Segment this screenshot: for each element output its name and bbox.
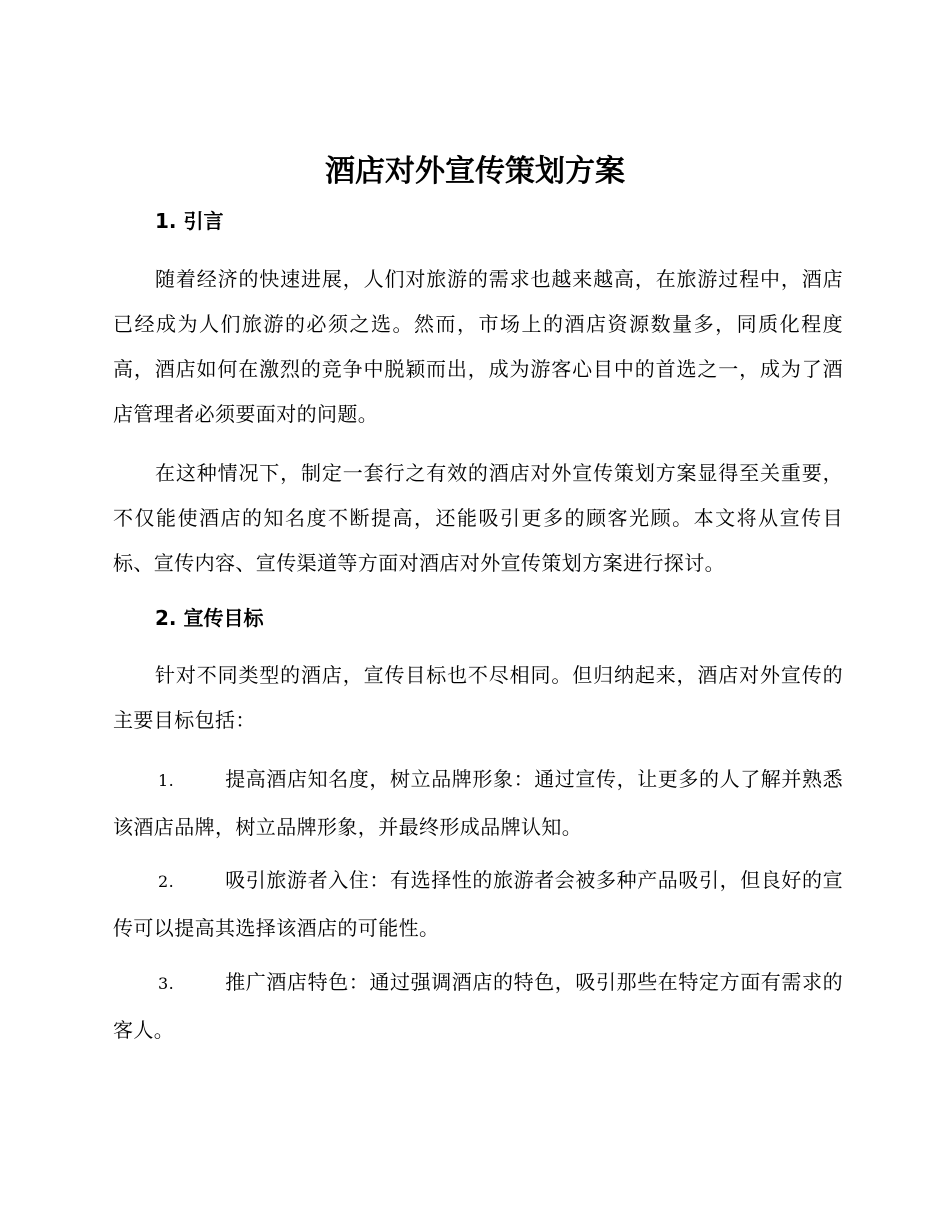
section-heading-goals: 2. 宣传目标 xyxy=(155,606,264,630)
list-item xyxy=(113,756,843,850)
paragraph: 随着经济的快速进展，人们对旅游的需求也越来越高，在旅游过程中，酒店已经成为人们旅游的必须之选。然而，市场上的酒店资源数量多，同质化程度高，酒店如何在激烈的竞争中脱颖而出，成为游客心目中的首选之一，成为了酒店管理者必须要面对的问题。 xyxy=(113,267,843,426)
list-item-text: 推广酒店特色：通过强调酒店的特色，吸引那些在特定方面有需求的客人。 xyxy=(113,970,843,1042)
list-item-number: 3. xyxy=(158,974,175,993)
list-item-text: 吸引旅游者入住：有选择性的旅游者会被多种产品吸引，但良好的宣传可以提高其选择该酒店的可能性。 xyxy=(113,868,843,940)
list-item xyxy=(113,959,843,1053)
list-item-number: 1. xyxy=(158,771,175,790)
paragraph: 针对不同类型的酒店，宣传目标也不尽相同。但归纳起来，酒店对外宣传的主要目标包括： xyxy=(113,663,843,732)
section-heading-introduction: 1. 引言 xyxy=(155,209,224,233)
list-item-text: 提高酒店知名度，树立品牌形象：通过宣传，让更多的人了解并熟悉该酒店品牌，树立品牌形象，并最终形成品牌认知。 xyxy=(113,767,843,839)
list-item-number: 2. xyxy=(158,872,175,891)
list-item xyxy=(113,857,843,951)
paragraph: 在这种情况下，制定一套行之有效的酒店对外宣传策划方案显得至关重要，不仅能使酒店的知名度不断提高，还能吸引更多的顾客光顾。本文将从宣传目标、宣传内容、宣传渠道等方面对酒店对外宣传策划方案进行探讨。 xyxy=(113,461,843,575)
document-title: 酒店对外宣传策划方案 xyxy=(325,154,625,189)
